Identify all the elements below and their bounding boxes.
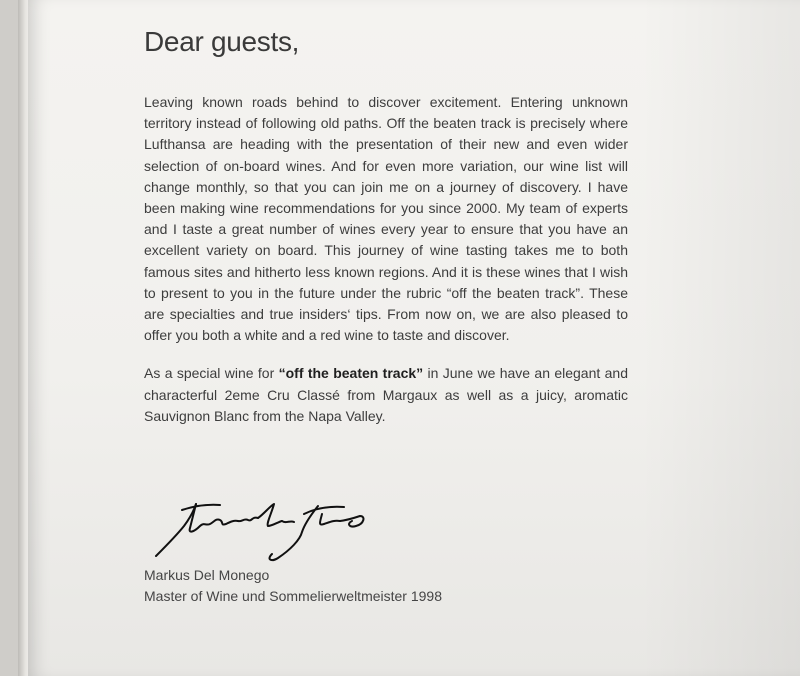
letter-body <box>144 92 628 444</box>
paragraph-special-wine <box>144 363 628 427</box>
salutation-heading: Dear guests, <box>144 26 300 57</box>
signer-block <box>144 565 442 607</box>
handwritten-signature <box>154 496 369 564</box>
paragraph-intro: Leaving known roads behind to discover excitement. Entering unknown territory instead of following old paths. Off the beaten track is precisely where Lufthansa are heading with the presentation of their new and even wider selection of on-board wines. And for even more variation, our wine list will change monthly, so that you can join me on a journey of discovery. I have been making wine recommendations for you since 2000. My team of experts and I taste a great number of wines every year to ensure that you have an excellent variety on board. This journey of wine tasting takes me to both famous sites and hitherto less known regions. And it is these wines that I wish to present to you in the future under the rubric “off the beaten track”. These are specialties and true insiders‘ tips. From now on, we are also pleased to offer you both a white and a red wine to taste and discover. <box>144 94 628 344</box>
paragraph-special-wine-start: As a special wine for <box>144 365 279 382</box>
letter-page <box>28 0 800 676</box>
paragraph-special-wine-end: in June we have an elegant and characterful 2eme Cru Classé from Margaux as well as a juicy, aromatic Sauvignon Blanc from the Napa Valley. <box>144 365 628 424</box>
highlight-off-the-beaten-track: “off the beaten track” <box>278 365 424 382</box>
signer-title: Master of Wine und Sommelierweltmeister 1998 <box>144 588 443 604</box>
signer-name: Markus Del Monego <box>144 567 270 583</box>
